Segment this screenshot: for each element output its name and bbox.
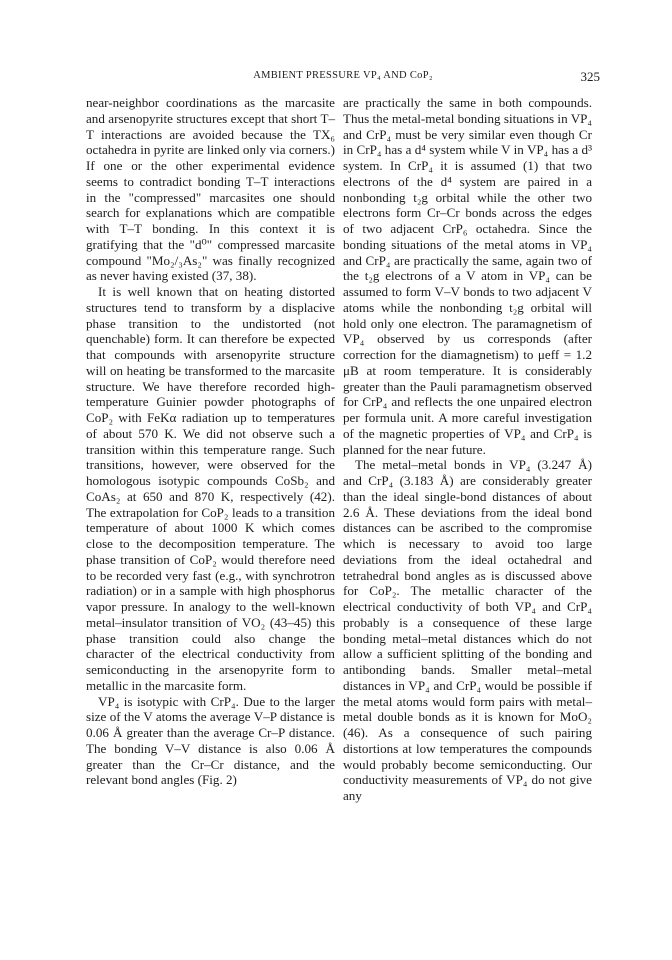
paragraph: VP₄ is isotypic with CrP₄. Due to the larger size of the V atoms the average V–P distance is 0.06 Å greater than the average Cr–P distance. The bonding V–V distance is also 0.06 Å greater than the Cr–Cr distance, and the relevant bond angles (Fig. 2) <box>86 693 335 788</box>
page-number: 325 <box>580 69 600 84</box>
right-column <box>343 95 592 804</box>
left-column <box>86 95 335 788</box>
paragraph: are practically the same in both compounds. Thus the metal-metal bonding situations in VP₄ and CrP₄ must be very similar even though Cr in CrP₄ has a d⁴ system while V in VP₄ has a d³ system. In CrP₄ it is assumed (1) that two electrons of the d⁴ system are paired in a nonbonding t₂g orbital while the other two electrons form Cr–Cr bonds across the edges of two adjacent CrP₆ octahedra. Since the bonding situations of the metal atoms in VP₄ and CrP₄ are practically the same, again two of the t₂g electrons of a V atom in VP₄ can be assumed to form V–V bonds to two adjacent V atoms while the nonbonding t₂g orbital will hold only one electron. The paramagnetism of VP₄ observed by us corresponds (after correction for the diamagnetism) to μeff = 1.2 μB at room temperature. It is considerably greater than the Pauli paramagnetism observed for CrP₄ and reflects the one unpaired electron per formula unit. A more careful investigation of the magnetic properties of VP₄ and CrP₄ is planned for the near future. <box>343 95 592 457</box>
paragraph: It is well known that on heating distorted structures tend to transform by a displacive phase transition to the undistorted (not quenchable) form. It can therefore be expected that compounds with arsenopyrite structure will on heating be transformed to the marcasite structure. We have therefore recorded high-temperature Guinier powder photographs of CoP₂ with FeKα radiation up to temperatures of about 570 K. We did not observe such a transition within this temperature range. Such transitions, however, were observed for the homologous isotypic compounds CoSb₂ and CoAs₂ at 650 and 870 K, respectively (42). The extrapolation for CoP₂ leads to a transition temperature of about 1000 K which comes close to the decomposition temperature. The phase transition of CoP₂ would therefore need to be recorded very fast (e.g., with synchrotron radiation) or in a sample with high phosphorus vapor pressure. In analogy to the well-known metal–insulator transition of VO₂ (43–45) this phase transition could also change the character of the electrical conductivity from semiconducting in the arsenopyrite form to metallic in the marcasite form. <box>86 284 335 693</box>
running-title: AMBIENT PRESSURE VP₄ AND CoP₂ <box>253 70 433 81</box>
running-head <box>86 70 600 86</box>
paragraph: The metal–metal bonds in VP₄ (3.247 Å) and CrP₄ (3.183 Å) are considerably greater than the ideal single-bond distances of about 2.6 Å. These deviations from the ideal bond distances can be ascribed to the compromise which is necessary to avoid too large deviations from the ideal octahedral and tetrahedral bond angles as is discussed above for CoP₂. The metallic character of the electrical conductivity of both VP₄ and CrP₄ probably is a consequence of these large bonding metal–metal distances which do not allow a sufficient splitting of the bonding and antibonding bands. Smaller metal–metal distances in VP₄ and CrP₄ would be possible if the metal atoms would form pairs with metal–metal double bonds as it is known for MoO₂ (46). As a consequence of such pairing distortions at low temperatures the compounds would probably become semiconducting. Our conductivity measurements of VP₄ do not give any <box>343 457 592 803</box>
paragraph: near-neighbor coordinations as the marcasite and arsenopyrite structures except that short T–T interactions are avoided because the TX₆ octahedra in pyrite are linked only via corners.) If one or the other experimental evidence seems to contradict bonding T–T interactions in the "compressed" marcasites one should search for explanations which are compatible with T–T bonding. In this context it is gratifying that the "d⁰" compressed marcasite compound "Mo₂/₃As₂" was finally recognized as never having existed (37, 38). <box>86 95 335 284</box>
